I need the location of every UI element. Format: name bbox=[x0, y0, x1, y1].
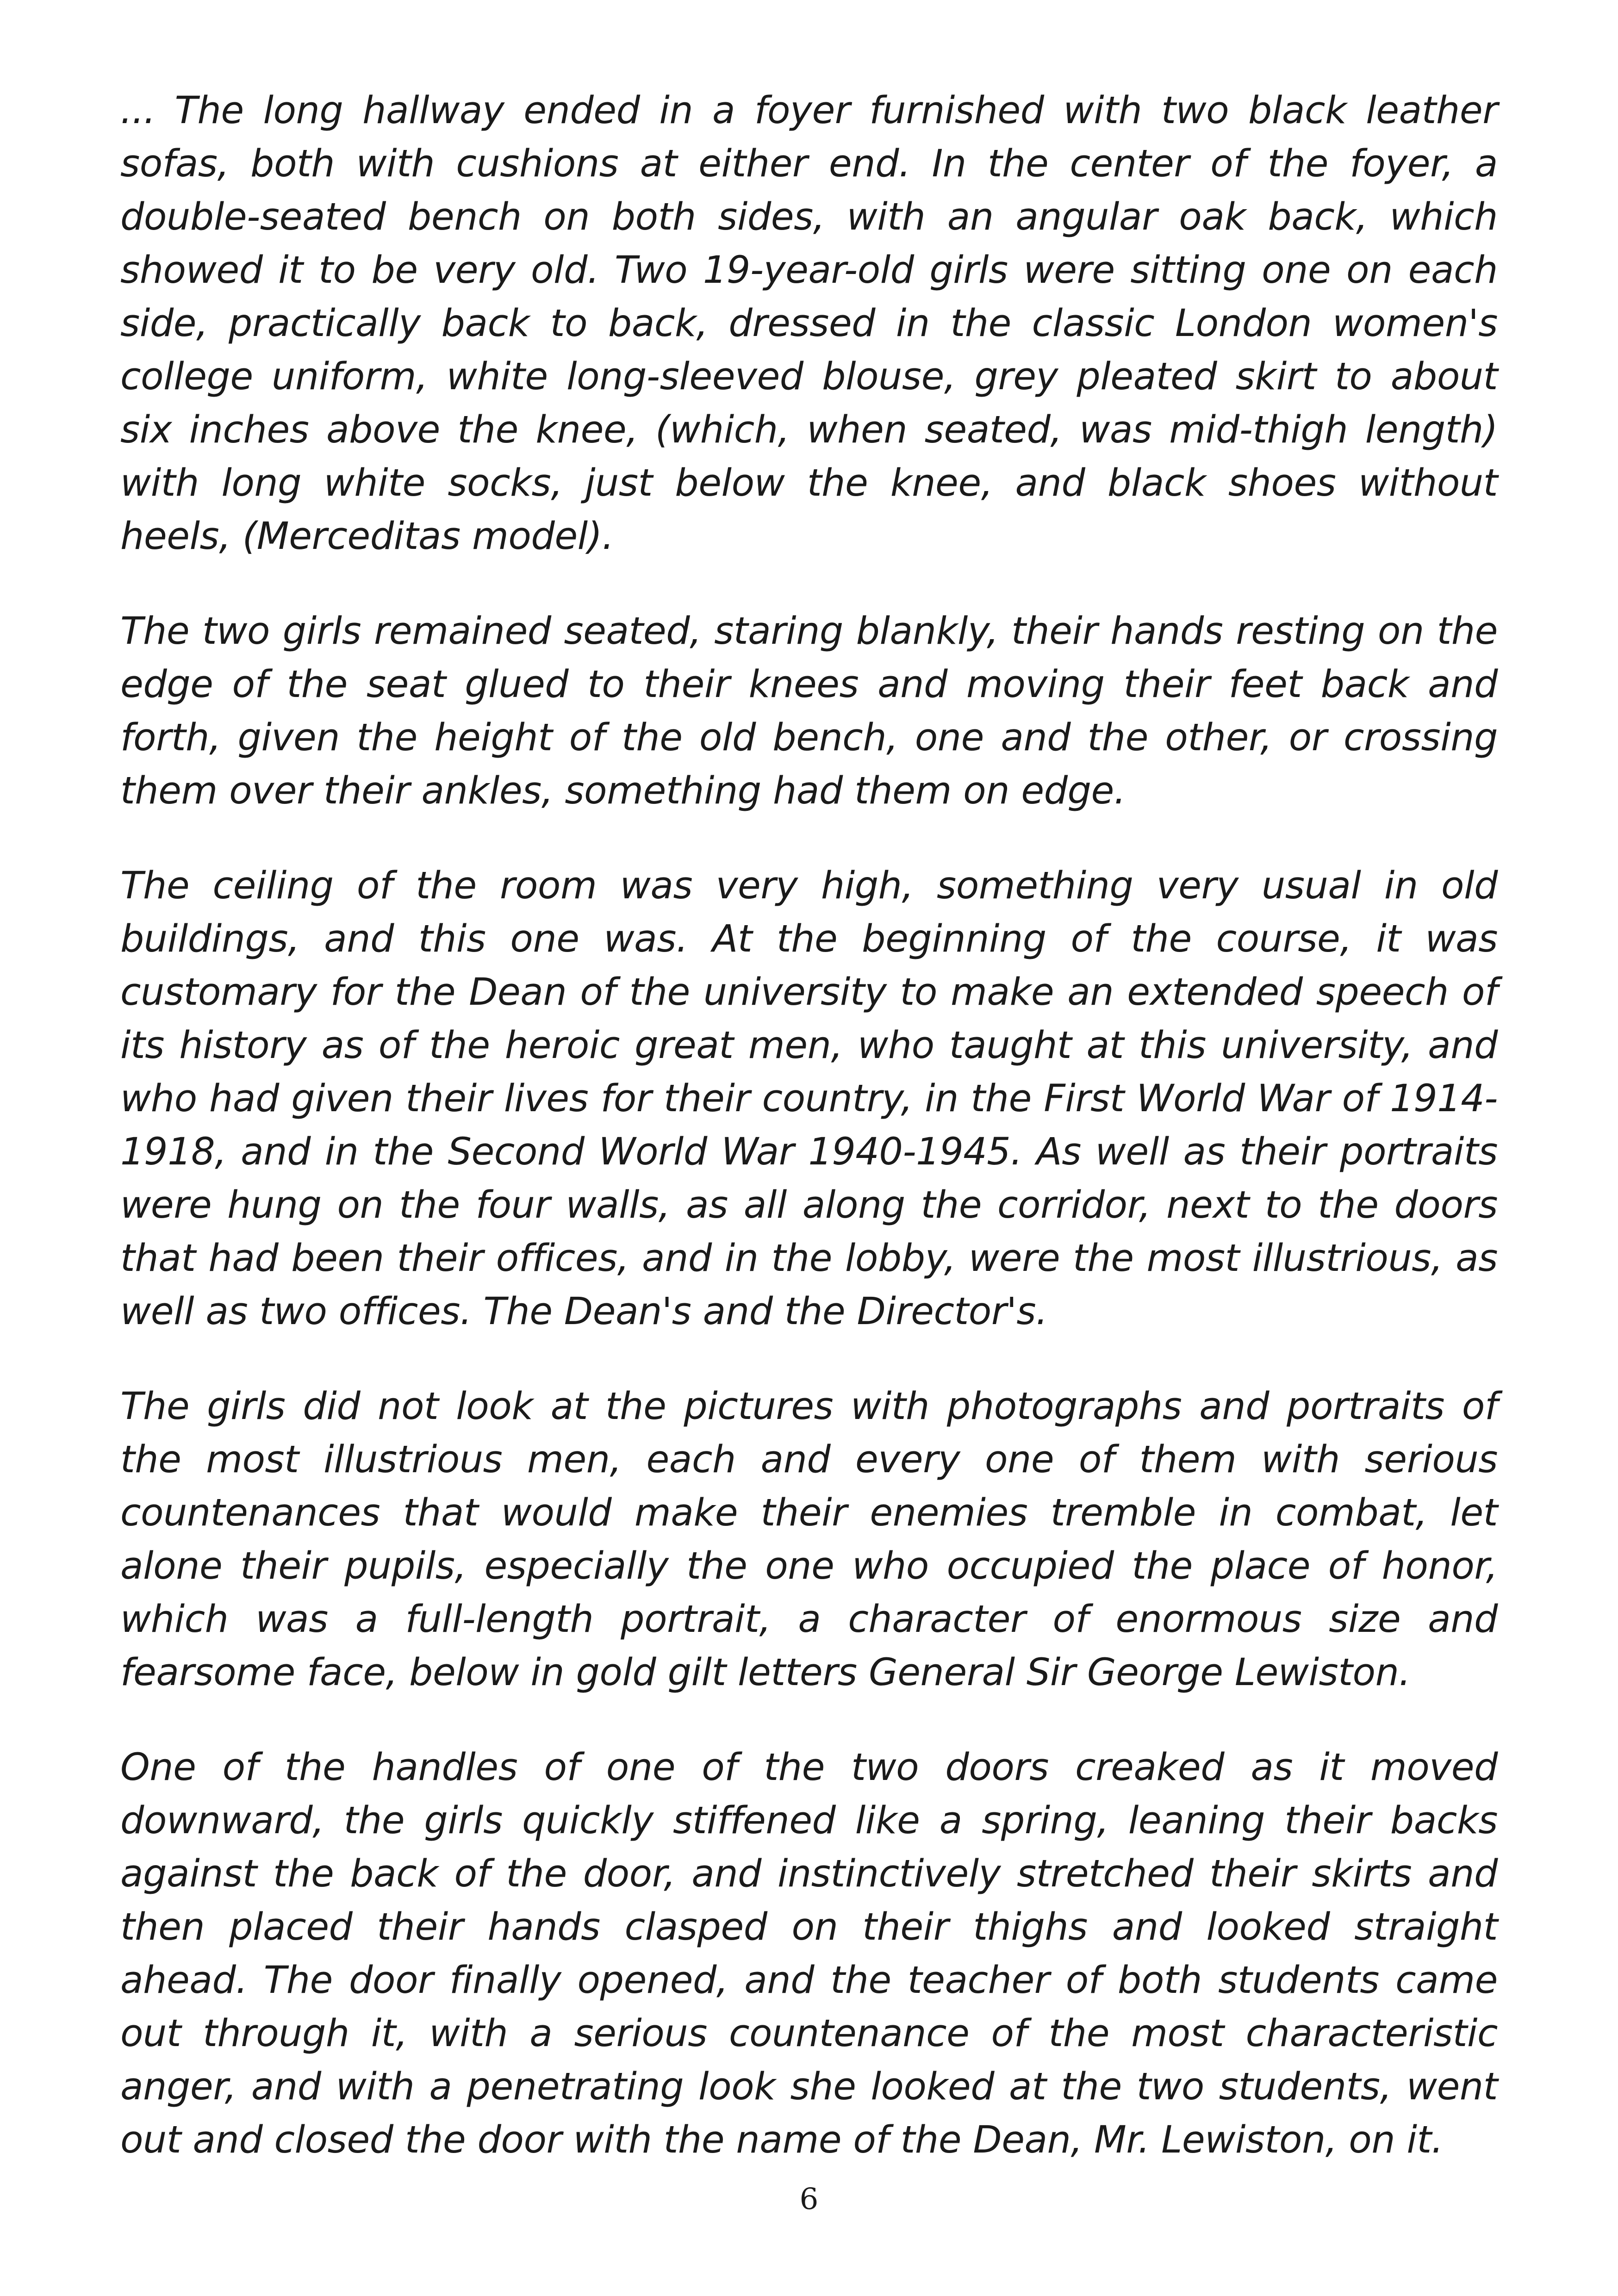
paragraph-5: One of the handles of one of the two doors creaked as it moved downward, the girls quickly stiffened like a spring, leaning their backs against the back of the door, and instinctively stretched their skirts and then placed their hands clasped on their thighs and looked straight ahead. The door finally opened, and the teacher of both students came out through it, with a serious countenance of the most characteristic anger, and with a penetrating look she looked at the two students, went out and closed the door with the name of the Dean, Mr. Lewiston, on it. bbox=[120, 1746, 1498, 2162]
paragraph-4: The girls did not look at the pictures with photographs and portraits of the most illustrious men, each and every one of them with serious countenances that would make their enemies tremble in combat, let alone their pupils, especially the one who occupied the place of honor, which was a full-length portrait, a character of enormous size and fearsome face, below in gold gilt letters General Sir George Lewiston. bbox=[120, 1385, 1498, 1694]
paragraph-3: The ceiling of the room was very high, something very usual in old buildings, and this one was. At the beginning of the course, it was customary for the Dean of the university to make an extended speech of its history as of the heroic great men, who taught at this university, and who had given their lives for their country, in the First World War of 1914-1918, and in the Second World War 1940-1945. As well as their portraits were hung on the four walls, as all along the corridor, next to the doors that had been their offices, and in the lobby, were the most illustrious, as well as two offices. The Dean's and the Director's. bbox=[120, 864, 1498, 1333]
paragraph-2: The two girls remained seated, staring blankly, their hands resting on the edge of the seat glued to their knees and moving their feet back and forth, given the height of the old bench, one and the other, or crossing them over their ankles, something had them on edge. bbox=[120, 610, 1498, 813]
page-number: 6 bbox=[799, 2182, 819, 2216]
body-text bbox=[120, 84, 1498, 2209]
paragraph-1: ... The long hallway ended in a foyer furnished with two black leather sofas, both with cushions at either end. In the center of the foyer, a double-seated bench on both sides, with an angular oak back, which showed it to be very old. Two 19-year-old girls were sitting one on each side, practically back to back, dressed in the classic London women's college uniform, white long-sleeved blouse, grey pleated skirt to about six inches above the knee, (which, when seated, was mid-thigh length) with long white socks, just below the knee, and black shoes without heels, (Merceditas model). bbox=[120, 89, 1498, 558]
